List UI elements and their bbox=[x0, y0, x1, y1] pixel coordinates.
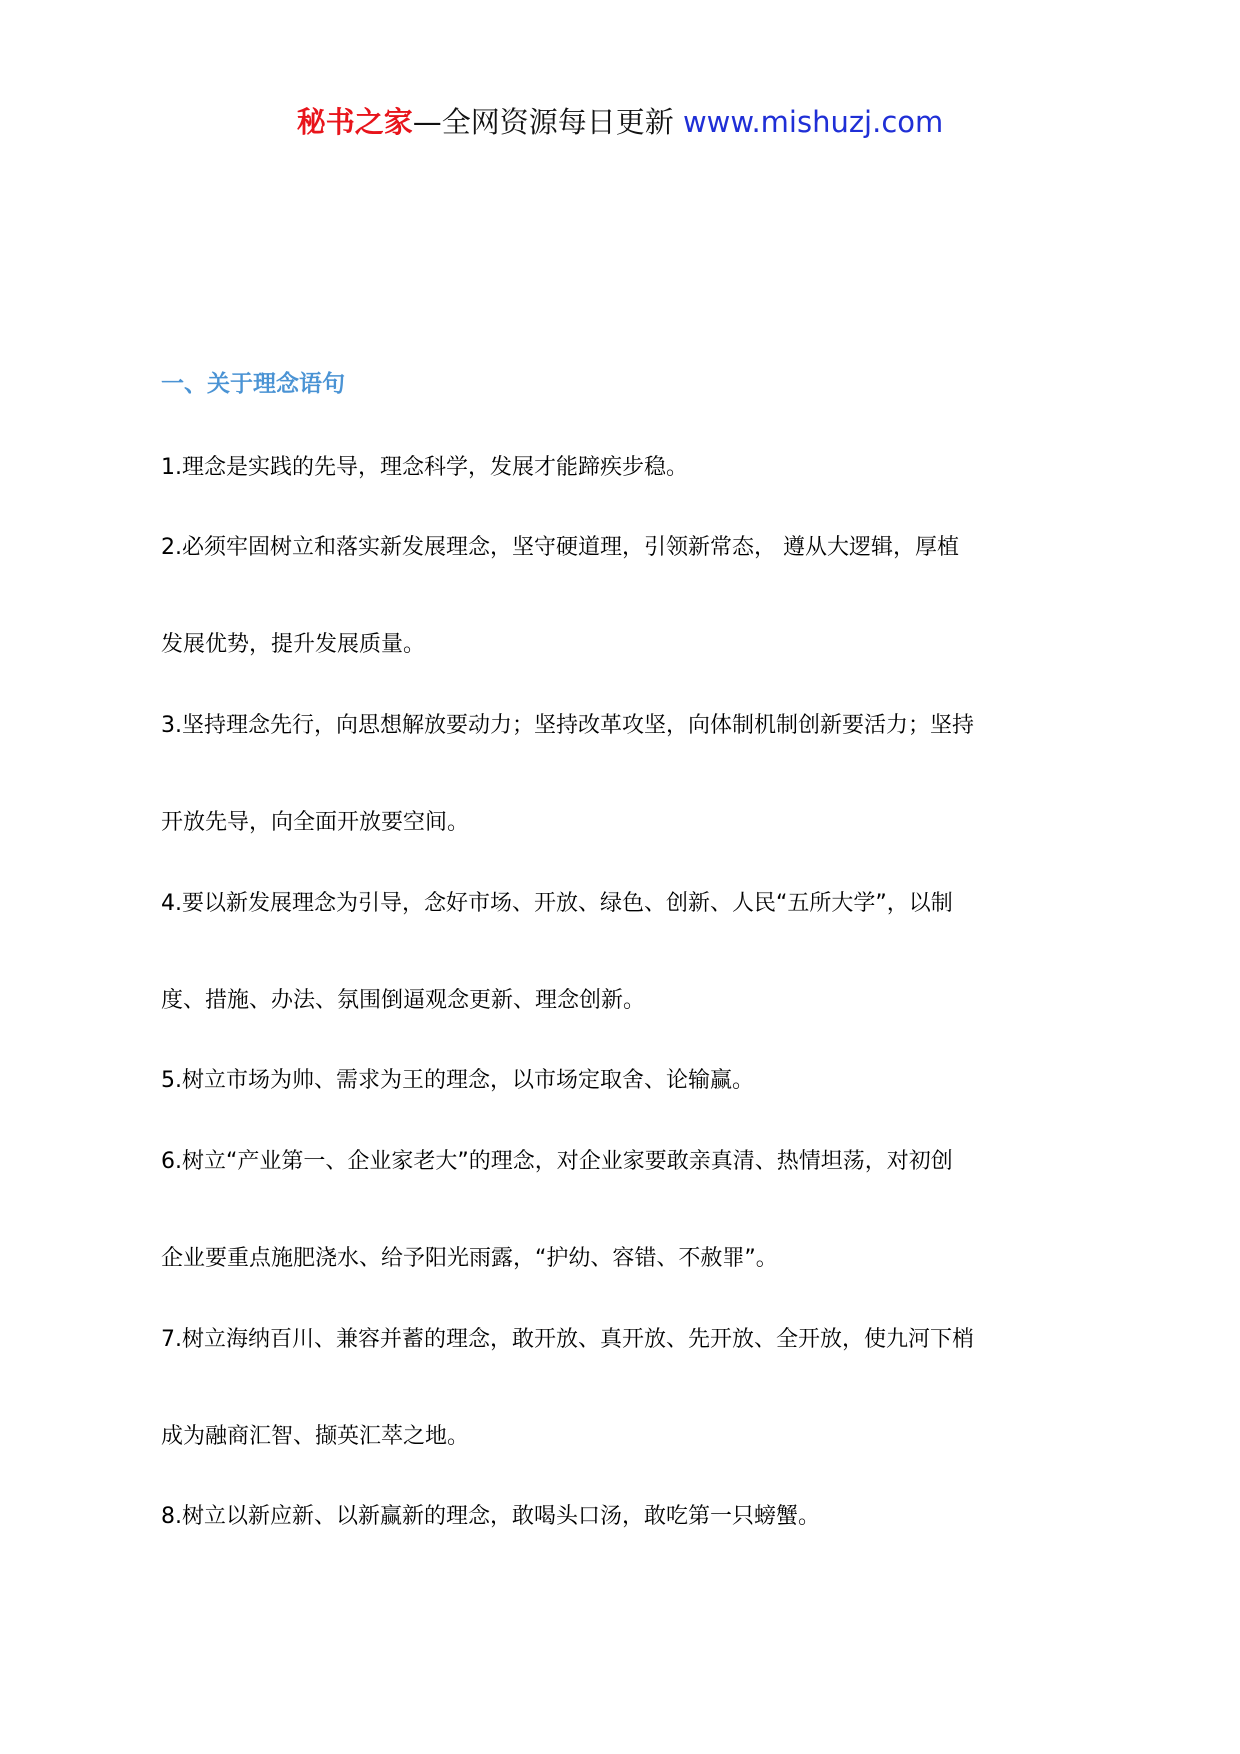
header-tagline: —全网资源每日更新 bbox=[412, 105, 674, 139]
paragraph-line: 度、措施、办法、氛围倒逼观念更新、理念创新。 bbox=[161, 988, 646, 1013]
page-header bbox=[0, 102, 1240, 142]
paragraph-line: 1.理念是实践的先导，理念科学，发展才能蹄疾步稳。 bbox=[161, 455, 688, 480]
paragraph-line: 3.坚持理念先行，向思想解放要动力；坚持改革攻坚，向体制机制创新要活力；坚持 bbox=[161, 713, 974, 738]
paragraph-line: 企业要重点施肥浇水、给予阳光雨露，“护幼、容错、不赦罪”。 bbox=[161, 1246, 778, 1271]
paragraph-line: 7.树立海纳百川、兼容并蓄的理念，敢开放、真开放、先开放、全开放，使九河下梢 bbox=[161, 1327, 974, 1352]
paragraph-line: 6.树立“产业第一、企业家老大”的理念，对企业家要敢亲真清、热情坦荡，对初创 bbox=[161, 1149, 953, 1174]
section-heading: 一、关于理念语句 bbox=[161, 371, 345, 397]
paragraph-line: 5.树立市场为帅、需求为王的理念，以市场定取舍、论输赢。 bbox=[161, 1068, 754, 1093]
paragraph-line: 发展优势，提升发展质量。 bbox=[161, 632, 426, 657]
paragraph-line: 开放先导，向全面开放要空间。 bbox=[161, 810, 470, 835]
paragraph-line: 成为融商汇智、撷英汇萃之地。 bbox=[161, 1424, 470, 1449]
paragraph-line: 4.要以新发展理念为引导，念好市场、开放、绿色、创新、人民“五所大学”，以制 bbox=[161, 891, 953, 916]
paragraph-line: 8.树立以新应新、以新赢新的理念，敢喝头口汤，敢吃第一只螃蟹。 bbox=[161, 1504, 820, 1529]
site-url-link[interactable]: www.mishuzj.com bbox=[682, 105, 944, 139]
paragraph-line: 2.必须牢固树立和落实新发展理念，坚守硬道理，引领新常态， 遵从大逻辑，厚植 bbox=[161, 535, 959, 560]
brand-name: 秘书之家 bbox=[296, 105, 413, 139]
